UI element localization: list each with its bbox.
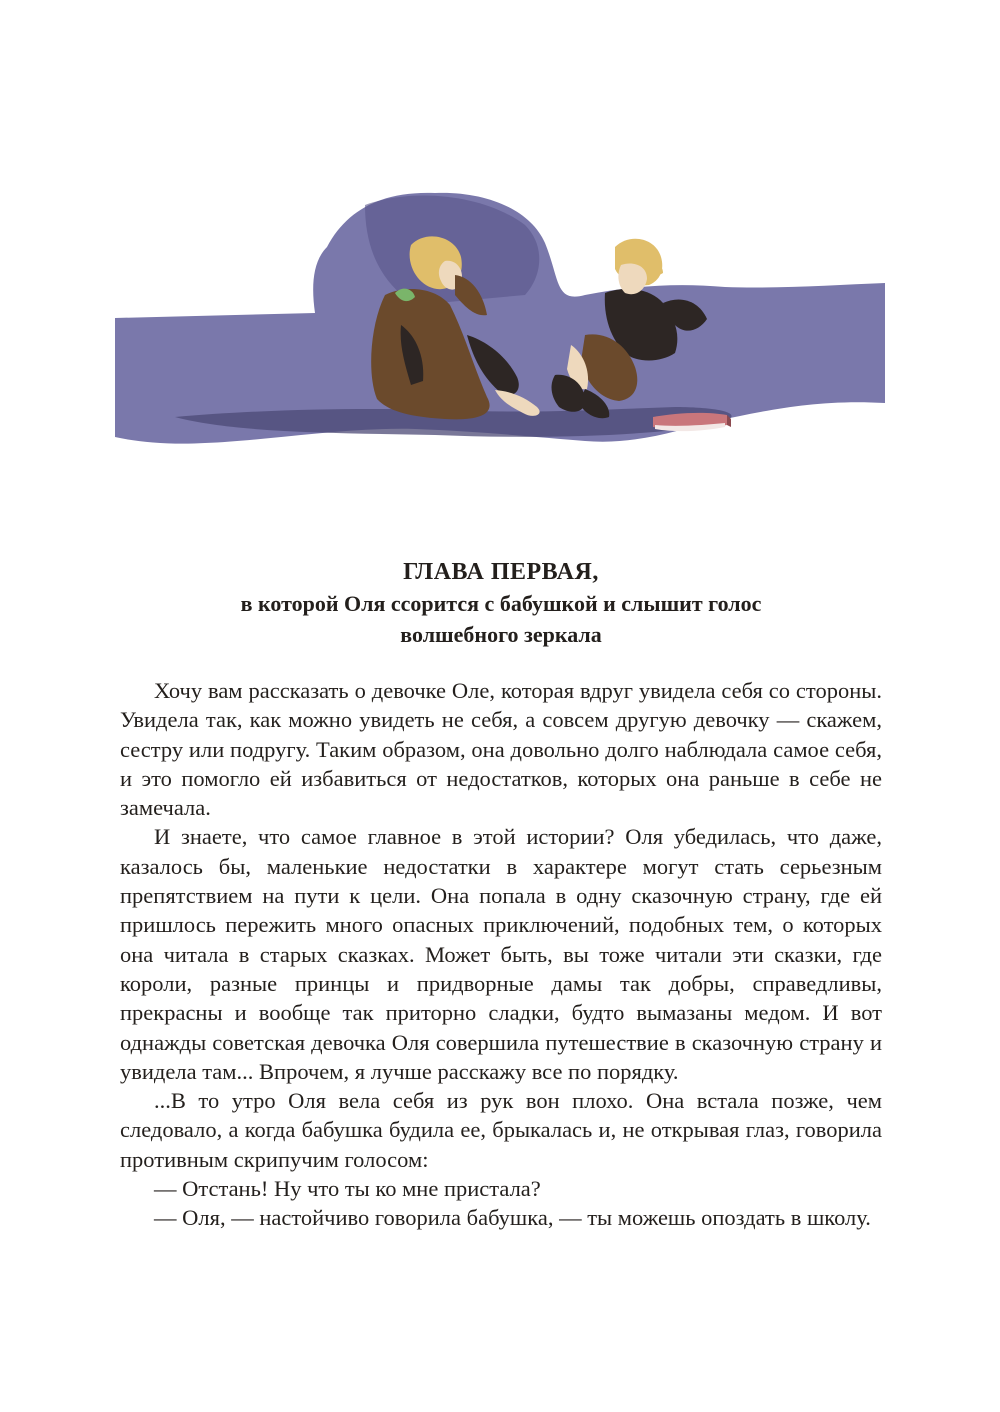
two-children-sitting-illustration <box>115 193 885 444</box>
paragraph: — Отстань! Ну что ты ко мне пристала? <box>154 1176 541 1202</box>
book-on-floor <box>653 413 731 431</box>
chapter-illustration <box>115 185 885 450</box>
paragraph: ...В то утро Оля вела себя из рук вон плохо. Она встала позже, чем следовало, а когда бабушка будила ее, брыкалась и, не открывая глаз, говорила противным скрипучим голосом: <box>120 1088 882 1172</box>
chapter-heading <box>120 556 882 650</box>
chapter-subtitle: в которой Оля ссорится с бабушкой и слышит голос волшебного зеркала <box>240 591 762 647</box>
paragraph: Хочу вам рассказать о девочке Оле, которая вдруг увидела себя со стороны. Увидела так, как можно увидеть не себя, а совсем другую девочку — скажем, сестру или подругу. Таким образом, она довольно долго наблюдала самое себя, и это помогло ей избавиться от недостатков, которых она раньше в себе не замечала. <box>120 678 882 821</box>
chapter-title: ГЛАВА ПЕРВАЯ, <box>403 559 599 585</box>
chapter-body <box>120 676 882 1233</box>
paragraph: И знаете, что самое главное в этой истории? Оля убедилась, что даже, казалось бы, маленькие недостатки в характере могут стать серьезным препятствием на пути к цели. Она попала в одну сказочную страну, где ей пришлось пережить много опасных приключений, подобных тем, о которых она читала в старых сказках. Может быть, вы тоже читали эти сказки, где короли, разные принцы и придворные дамы так добры, справедливы, прекрасны и вообще так приторно сладки, будто вымазаны медом. И вот однажды советская девочка Оля совершила путешествие в сказочную страну и увидела там... Впрочем, я лучше расскажу все по порядку. <box>120 824 882 1084</box>
paragraph: — Оля, — настойчиво говорила бабушка, — ты можешь опоздать в школу. <box>154 1205 871 1231</box>
